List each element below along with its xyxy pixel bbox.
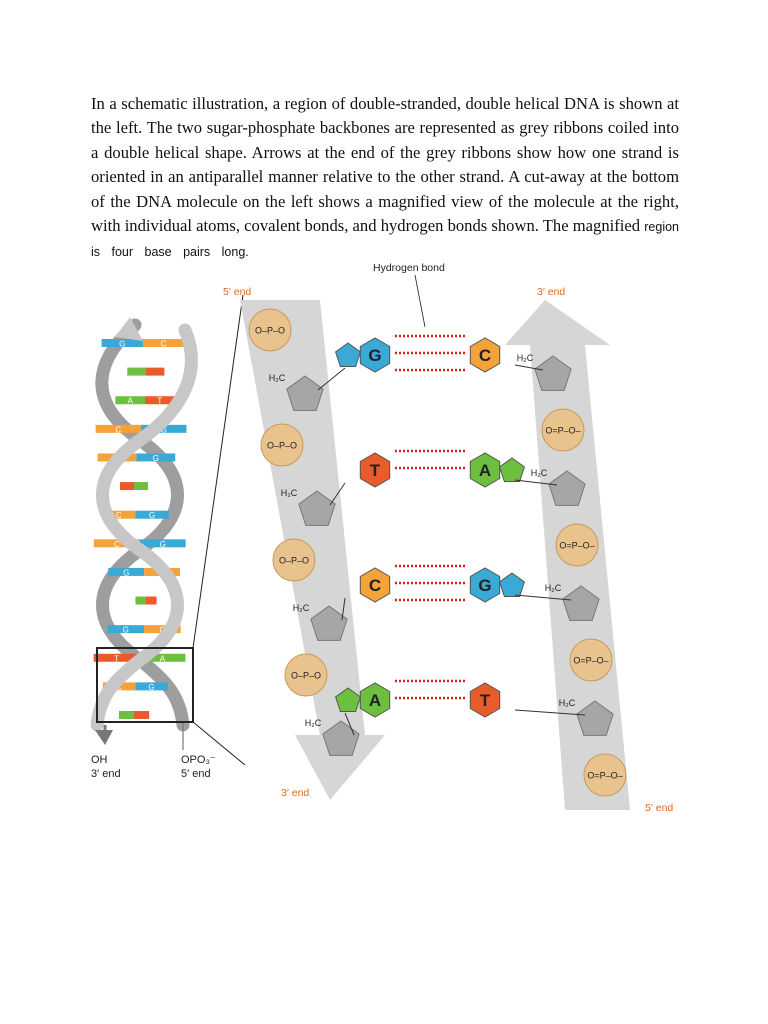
sugar-label: H₂C bbox=[292, 603, 310, 613]
helix-base-letter: G bbox=[148, 682, 155, 692]
body-paragraph bbox=[91, 92, 679, 265]
helix-base-right bbox=[134, 711, 149, 719]
hydrogen-bond-label: Hydrogen bond bbox=[373, 262, 445, 274]
right-strand-top-label: 3′ end bbox=[537, 286, 566, 298]
magnified-region bbox=[223, 262, 673, 814]
helix-end-left-label: 3′ end bbox=[91, 768, 121, 780]
helix-base-letter: G bbox=[148, 511, 156, 521]
helix-base-left bbox=[135, 597, 146, 605]
helix-base-letter: G bbox=[122, 625, 129, 635]
right-strand-bottom-label: 5′ end bbox=[645, 802, 674, 814]
left-strand-top-label: 5′ end bbox=[223, 286, 252, 298]
double-helix bbox=[91, 295, 245, 780]
phosphate-label: O=P–O– bbox=[545, 425, 581, 436]
helix-base-letter: G bbox=[159, 539, 166, 549]
cutaway-line-top bbox=[193, 295, 243, 648]
hydrogen-bond-pointer bbox=[415, 275, 425, 327]
helix-base-letter: C bbox=[114, 453, 120, 463]
helix-base-left bbox=[119, 711, 134, 719]
left-strand-bottom-label: 3′ end bbox=[281, 787, 310, 799]
nucleobase-letter: A bbox=[478, 461, 492, 480]
helix-base-letter: C bbox=[159, 568, 165, 578]
helix-pair bbox=[135, 597, 156, 605]
helix-pair bbox=[120, 482, 148, 490]
phosphate-group bbox=[584, 754, 626, 796]
nucleobase-G bbox=[470, 568, 524, 602]
phosphate-group bbox=[285, 654, 327, 696]
helix-base-letter: C bbox=[115, 425, 122, 435]
paragraph-tail-text: region is four base pairs long. bbox=[91, 220, 679, 260]
helix-base-left bbox=[120, 482, 134, 490]
phosphate-group bbox=[249, 309, 291, 351]
helix-end-right-group: OPO₃⁻ bbox=[181, 754, 216, 766]
nucleobase-letter: T bbox=[369, 461, 381, 480]
sugar-label: H₂C bbox=[268, 373, 286, 383]
phosphate-label: O=P–O– bbox=[587, 770, 623, 781]
phosphate-label: O–P–O bbox=[266, 440, 298, 451]
helix-base-letter: C bbox=[159, 625, 166, 635]
phosphate-label: O=P–O– bbox=[573, 655, 609, 666]
sugar-label: H₂C bbox=[530, 468, 548, 478]
phosphate-group bbox=[570, 639, 612, 681]
helix-base-letter: A bbox=[159, 654, 166, 664]
helix-pair bbox=[115, 396, 174, 406]
helix-base-letter: G bbox=[160, 425, 167, 435]
helix-base-letter: C bbox=[113, 539, 120, 549]
phosphate-label: O–P–O bbox=[278, 555, 310, 566]
nucleobase-letter: G bbox=[368, 346, 382, 365]
helix-pair bbox=[127, 368, 164, 376]
phosphate-group bbox=[261, 424, 303, 466]
nucleobase-G bbox=[336, 338, 390, 372]
phosphate-group bbox=[273, 539, 315, 581]
helix-base-letter: C bbox=[115, 511, 122, 521]
nucleobase-C bbox=[470, 338, 499, 372]
helix-base-letter: T bbox=[114, 654, 120, 664]
sugar-label: H₂C bbox=[544, 583, 562, 593]
nucleobase-letter: G bbox=[478, 576, 492, 595]
nucleobase-C bbox=[360, 568, 389, 602]
helix-base-right bbox=[134, 482, 148, 490]
phosphate-label: O–P–O bbox=[254, 325, 286, 336]
sugar-label: H₂C bbox=[558, 698, 576, 708]
sugar-label: H₂C bbox=[280, 488, 298, 498]
nucleobase-letter: C bbox=[368, 576, 382, 595]
helix-base-letter: C bbox=[160, 339, 167, 349]
nucleobase-letter: T bbox=[479, 691, 491, 710]
sugar-label: H₂C bbox=[304, 718, 322, 728]
helix-end-left-group: OH bbox=[91, 754, 108, 766]
dna-figure bbox=[85, 255, 685, 815]
phosphate-label: O=P–O– bbox=[559, 540, 595, 551]
nucleobase-letter: A bbox=[368, 691, 382, 710]
phosphate-group bbox=[556, 524, 598, 566]
nucleobase-A bbox=[470, 453, 524, 487]
helix-base-letter: G bbox=[152, 453, 159, 463]
nucleobase-T bbox=[470, 683, 499, 717]
helix-base-letter: C bbox=[116, 682, 122, 692]
helix-pair bbox=[119, 711, 149, 719]
helix-base-letter: G bbox=[123, 568, 130, 578]
phosphate-group bbox=[542, 409, 584, 451]
helix-base-right bbox=[146, 597, 157, 605]
nucleobase-T bbox=[360, 453, 389, 487]
helix-base-letter: G bbox=[119, 339, 126, 349]
helix-base-letter: A bbox=[127, 396, 133, 406]
helix-base-left bbox=[127, 368, 146, 376]
helix-base-letter: T bbox=[157, 396, 163, 406]
sugar-label: H₂C bbox=[516, 353, 534, 363]
paragraph-main-text: In a schematic illustration, a region of double-stranded, double helical DNA is shown at the left. The two sugar-phosphate backbones are represented as grey ribbons coiled into a double helical shape. Arrows at the end of the grey ribbons show how one strand is oriented in an antiparallel manner relative to the other strand. A cut-away at the bottom of the DNA molecule on the left shows a magnified view of the molecule at the right, with individual atoms, covalent bonds, and hydrogen bonds shown. The magnified bbox=[91, 94, 679, 236]
helix-end-right-label: 5′ end bbox=[181, 768, 211, 780]
helix-base-right bbox=[146, 368, 165, 376]
nucleobase-letter: C bbox=[478, 346, 492, 365]
phosphate-label: O–P–O bbox=[290, 670, 322, 681]
